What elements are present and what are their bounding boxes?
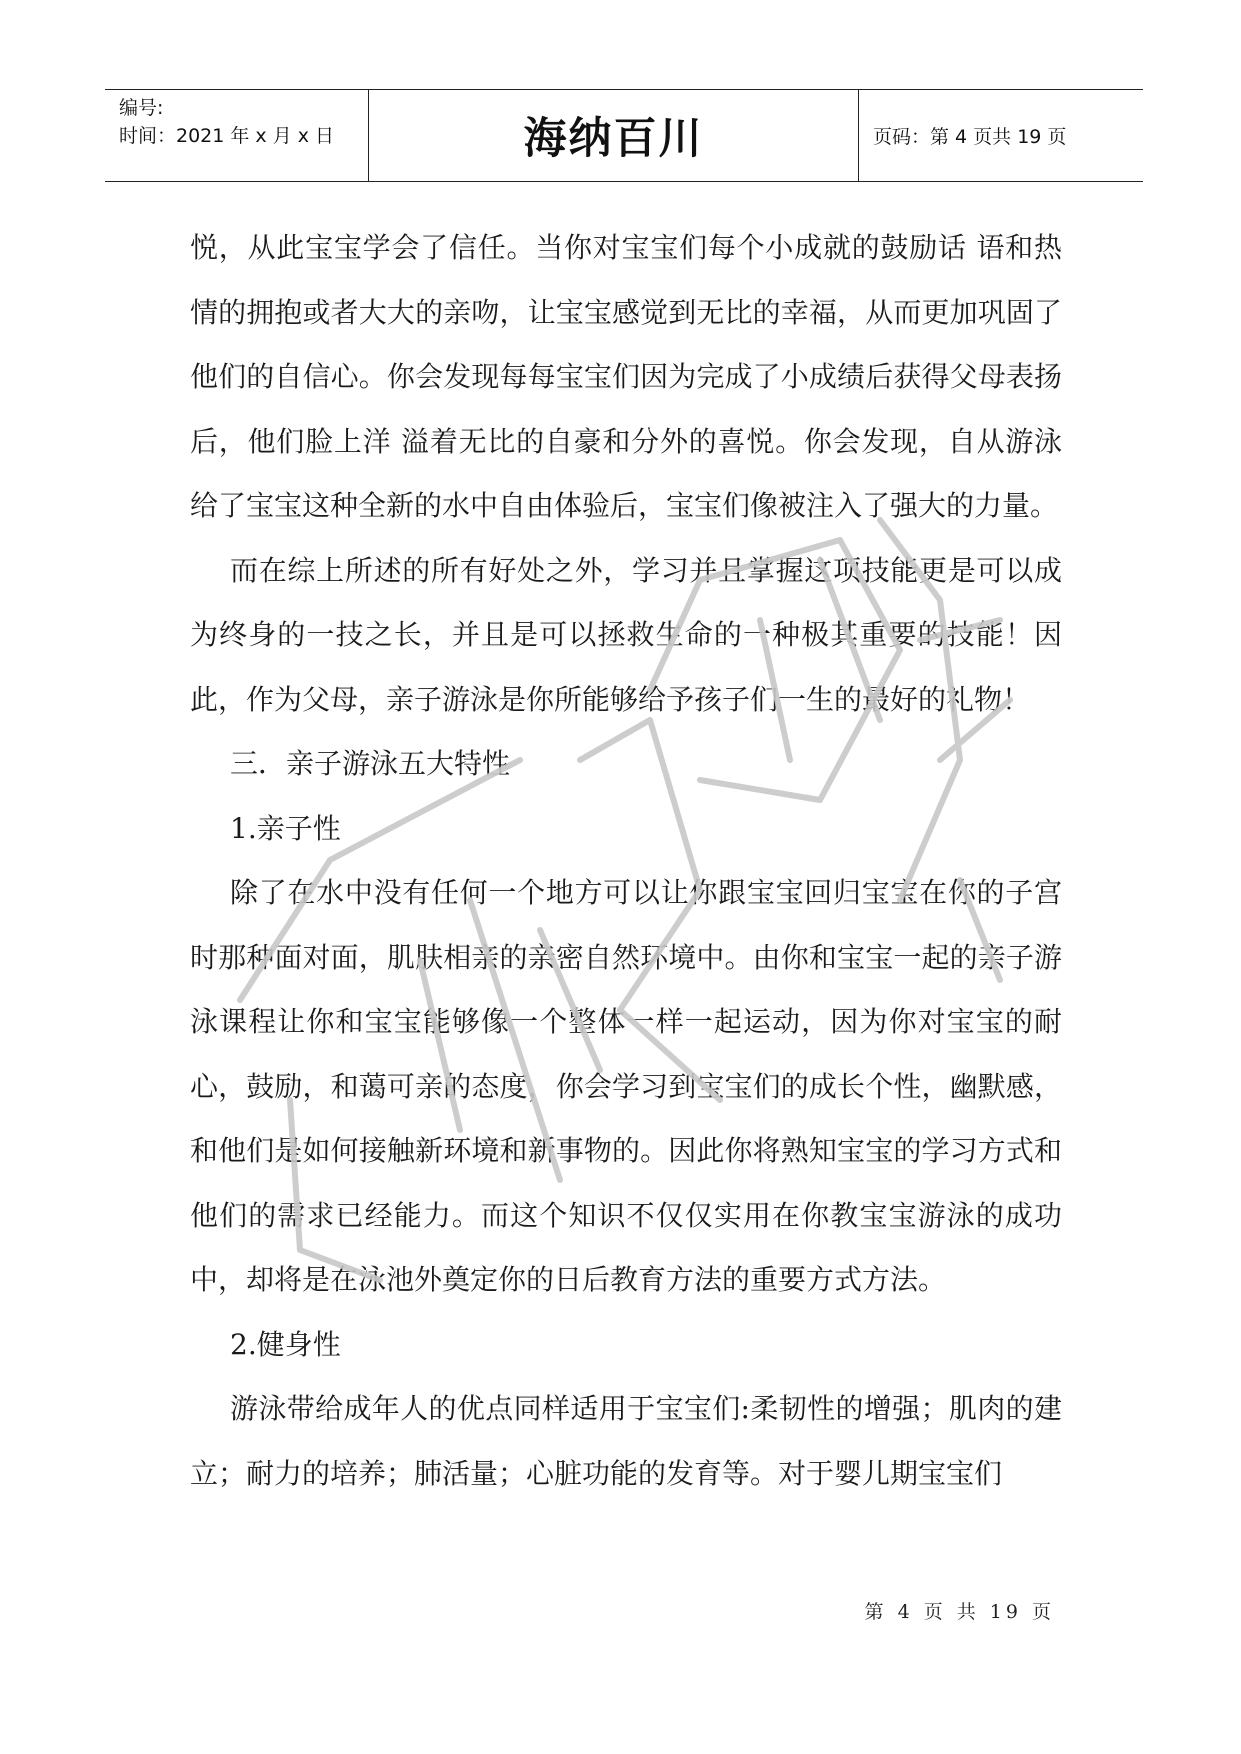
header-page-label: 页码：第 4 页共 19 页 — [873, 126, 1067, 148]
section-heading: 1.亲子性 — [230, 811, 341, 845]
paragraph: 悦，从此宝宝学会了信任。当你对宝宝们每个小成就的鼓励话 语和热情的拥抱或者大大的亲吻，让宝宝感觉到无比的幸福，从而更加巩固了他们的自信心。你会发现每每宝宝们因为完成了小成绩后获得父母表扬后，他们脸上洋 溢着无比的自豪和分外的喜悦。你会发现，自从游泳给了宝宝这种全新的水中自由体验后，宝宝们像被注入了强大的力量。 — [190, 231, 1062, 522]
header-meta — [105, 90, 369, 181]
document-number-label: 编号: — [119, 97, 164, 119]
paragraph: 除了在水中没有任何一个地方可以让你跟宝宝回归宝宝在你的子宫时那种面对面，肌肤相亲的亲密自然环境中。由你和宝宝一起的亲子游泳课程让你和宝宝能够像一个整体一样一起运动，因为你对宝宝的耐心，鼓励，和蔼可亲的态度，你会学习到宝宝们的成长个性，幽默感，和他们是如何接触新环境和新事物的。因此你将熟知宝宝的学习方式和他们的需求已经能力。而这个知识不仅仅实用在你教宝宝游泳的成功中，却将是在泳池外奠定你的日后教育方法的重要方式方法。 — [190, 876, 1062, 1296]
page-header — [105, 89, 1143, 182]
document-time-label: 时间：2021 年 x 月 x 日 — [119, 125, 335, 147]
section-heading: 三．亲子游泳五大特性 — [230, 747, 511, 780]
paragraph: 游泳带给成年人的优点同样适用于宝宝们:柔韧性的增强；肌肉的建立；耐力的培养；肺活量；心脏功能的发育等。对于婴儿期宝宝们 — [190, 1392, 1062, 1490]
document-body — [190, 216, 1062, 1506]
page-footer: 第 4 页 共 19 页 — [864, 1601, 1055, 1623]
watermark-text: 严禁复制 — [0, 0, 4, 1]
header-title: 海纳百川 — [369, 90, 859, 181]
paragraph: 而在综上所述的所有好处之外，学习并且掌握这项技能更是可以成为终身的一技之长，并且是可以拯救生命的一种极其重要的技能！因此，作为父母，亲子游泳是你所能够给予孩子们一生的最好的礼物！ — [190, 553, 1062, 716]
section-heading: 2.健身性 — [230, 1327, 341, 1361]
